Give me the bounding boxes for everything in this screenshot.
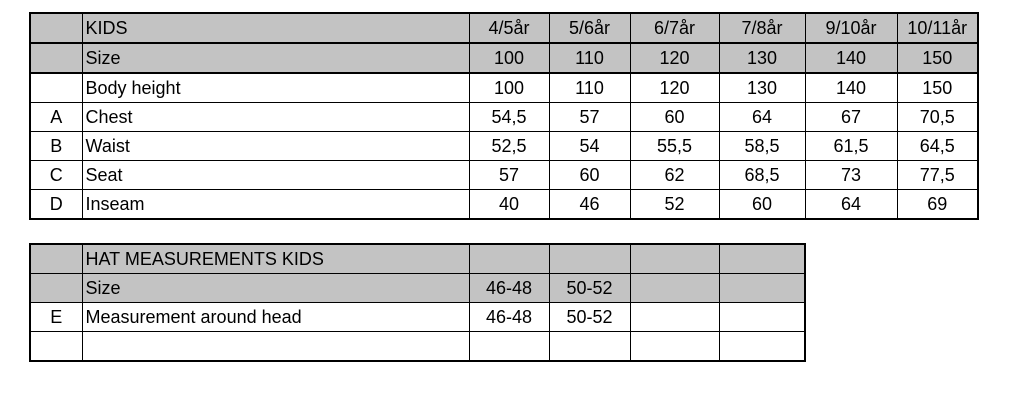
row-label: Inseam [82, 190, 469, 220]
measurement-cell: 61,5 [805, 132, 897, 161]
measurement-cell: 62 [630, 161, 719, 190]
empty-cell [469, 244, 549, 274]
measurement-cell: 46-48 [469, 303, 549, 332]
empty-cell [82, 332, 469, 362]
row-letter: E [30, 303, 82, 332]
table-row [30, 73, 978, 103]
empty-row [30, 332, 805, 362]
measurement-cell: 40 [469, 190, 549, 220]
size-value: 100 [469, 43, 549, 73]
empty-cell [549, 244, 630, 274]
measurement-cell: 54,5 [469, 103, 549, 132]
measurement-cell: 120 [630, 73, 719, 103]
size-value: 120 [630, 43, 719, 73]
measurement-cell: 60 [549, 161, 630, 190]
size-value: 46-48 [469, 274, 549, 303]
table-row [30, 190, 978, 220]
size-value: 140 [805, 43, 897, 73]
measurement-cell: 55,5 [630, 132, 719, 161]
measurement-cell: 54 [549, 132, 630, 161]
measurement-cell: 50-52 [549, 303, 630, 332]
empty-cell [630, 244, 719, 274]
measurement-cell: 64 [719, 103, 805, 132]
hat-size-row [30, 274, 805, 303]
size-value: 130 [719, 43, 805, 73]
measurement-cell: 52,5 [469, 132, 549, 161]
row-letter: A [30, 103, 82, 132]
row-label: Seat [82, 161, 469, 190]
table-row [30, 132, 978, 161]
measurement-cell: 52 [630, 190, 719, 220]
row-letter: D [30, 190, 82, 220]
measurement-cell: 60 [719, 190, 805, 220]
age-column-header: 4/5år [469, 13, 549, 43]
empty-cell [549, 332, 630, 362]
measurement-cell: 64,5 [897, 132, 978, 161]
measurement-cell: 60 [630, 103, 719, 132]
size-label: Size [82, 43, 469, 73]
measurement-cell: 58,5 [719, 132, 805, 161]
measurement-cell: 67 [805, 103, 897, 132]
kids-title-row [30, 13, 978, 43]
measurement-cell: 77,5 [897, 161, 978, 190]
measurement-cell: 73 [805, 161, 897, 190]
size-value: 150 [897, 43, 978, 73]
measurement-cell: 100 [469, 73, 549, 103]
letter-cell [30, 244, 82, 274]
measurement-cell: 68,5 [719, 161, 805, 190]
table-row [30, 303, 805, 332]
measurement-cell: 130 [719, 73, 805, 103]
kids-size-table [29, 12, 979, 220]
size-value: 110 [549, 43, 630, 73]
table-row [30, 161, 978, 190]
letter-cell [30, 13, 82, 43]
hat-measurements-table [29, 243, 806, 362]
empty-cell [30, 332, 82, 362]
measurement-cell: 46 [549, 190, 630, 220]
letter-cell [30, 43, 82, 73]
age-column-header: 6/7år [630, 13, 719, 43]
age-column-header: 9/10år [805, 13, 897, 43]
empty-cell [719, 303, 805, 332]
size-value: 50-52 [549, 274, 630, 303]
kids-table-title: KIDS [82, 13, 469, 43]
measurement-cell: 140 [805, 73, 897, 103]
row-letter [30, 73, 82, 103]
row-letter: B [30, 132, 82, 161]
measurement-cell: 70,5 [897, 103, 978, 132]
row-label: Waist [82, 132, 469, 161]
empty-cell [719, 332, 805, 362]
empty-cell [630, 274, 719, 303]
row-label: Measurement around head [82, 303, 469, 332]
age-column-header: 7/8år [719, 13, 805, 43]
empty-cell [630, 303, 719, 332]
empty-cell [469, 332, 549, 362]
hat-table-title: HAT MEASUREMENTS KIDS [82, 244, 469, 274]
measurement-cell: 57 [469, 161, 549, 190]
table-row [30, 103, 978, 132]
size-label: Size [82, 274, 469, 303]
empty-cell [630, 332, 719, 362]
letter-cell [30, 274, 82, 303]
measurement-cell: 57 [549, 103, 630, 132]
row-label: Chest [82, 103, 469, 132]
empty-cell [719, 244, 805, 274]
measurement-cell: 110 [549, 73, 630, 103]
measurement-cell: 69 [897, 190, 978, 220]
empty-cell [719, 274, 805, 303]
kids-size-row [30, 43, 978, 73]
age-column-header: 5/6år [549, 13, 630, 43]
row-letter: C [30, 161, 82, 190]
row-label: Body height [82, 73, 469, 103]
hat-title-row [30, 244, 805, 274]
measurement-cell: 150 [897, 73, 978, 103]
measurement-cell: 64 [805, 190, 897, 220]
age-column-header: 10/11år [897, 13, 978, 43]
